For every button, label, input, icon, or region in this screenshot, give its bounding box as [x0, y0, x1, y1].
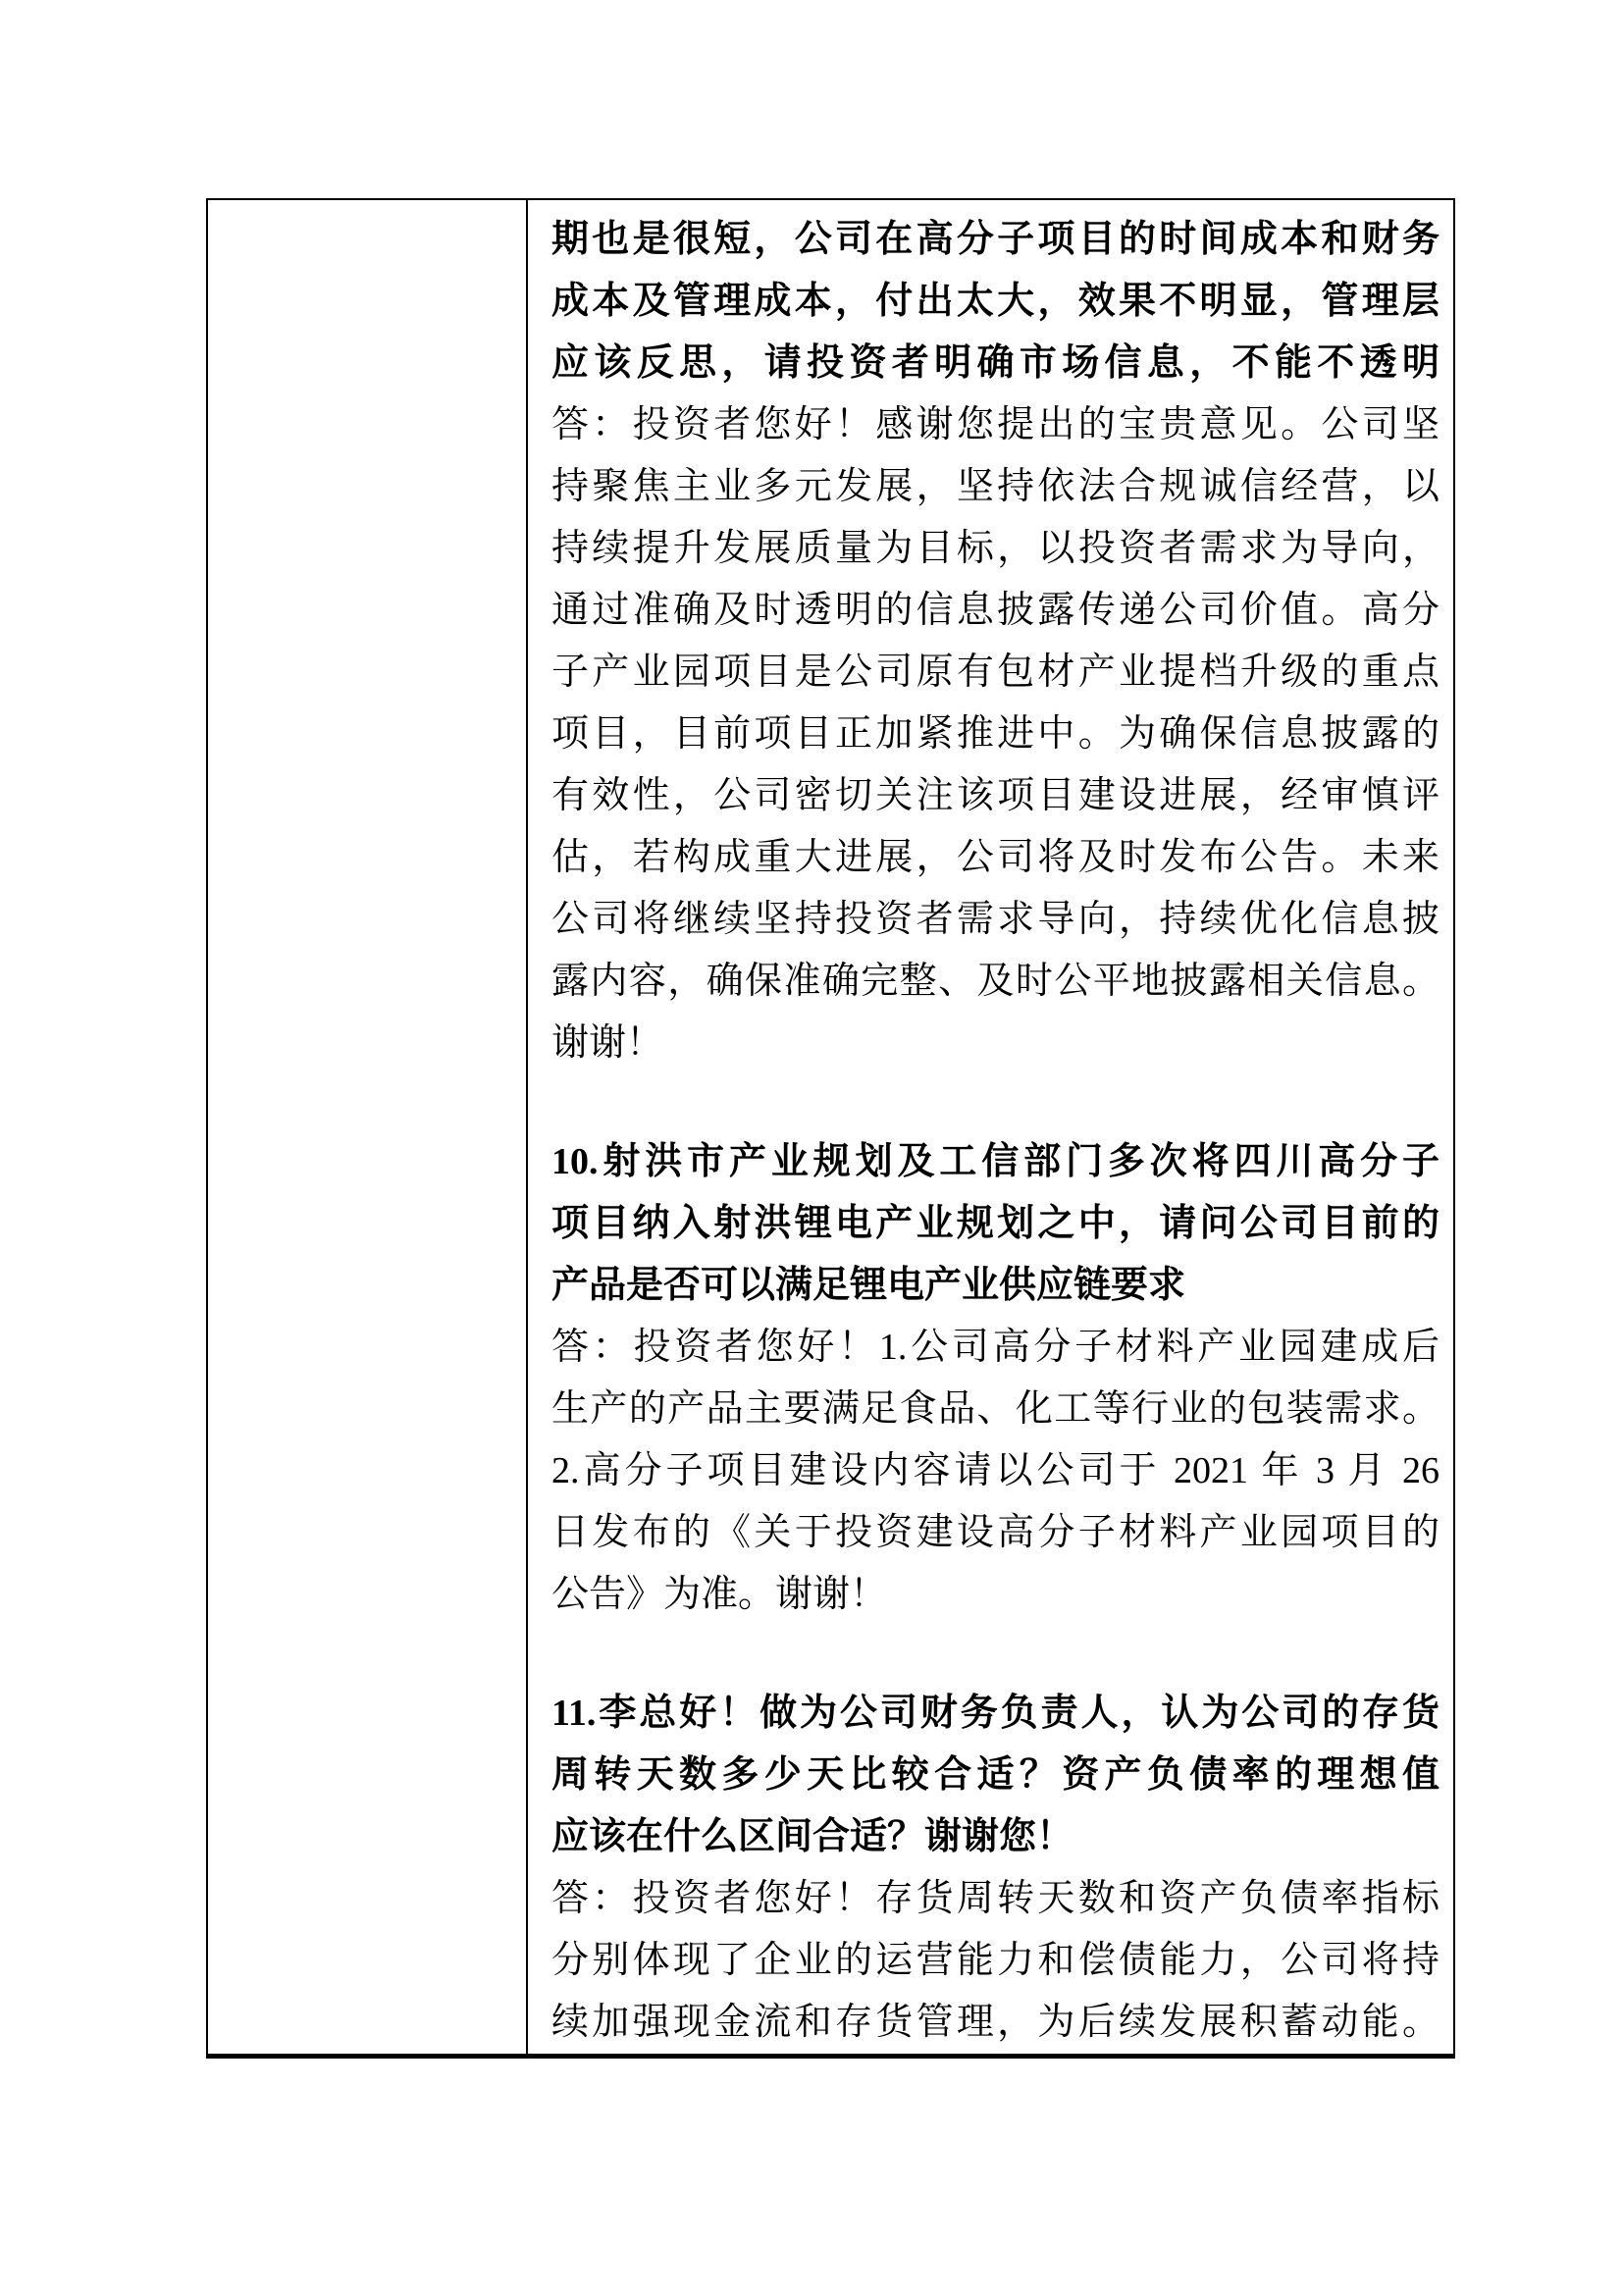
text-line: 持聚焦主业多元发展，坚持依法合规诚信经营，以: [551, 466, 1440, 507]
question-paragraph: [551, 1131, 1440, 1317]
text-line: 通过准确及时透明的信息披露传递公司价值。高分: [551, 590, 1440, 631]
text-line: 有效性，公司密切关注该项目建设进展，经审慎评: [551, 775, 1440, 816]
text-line: 成本及管理成本，付出太大，效果不明显，管理层: [551, 281, 1440, 322]
text-line: 持续提升发展质量为目标，以投资者需求为导向，: [551, 528, 1440, 569]
text-line: 10.射洪市产业规划及工信部门多次将四川高分子: [551, 1141, 1440, 1182]
text-line: 周转天数多少天比较合适？资产负债率的理想值: [551, 1754, 1440, 1796]
text-blocks-container: [551, 209, 1440, 2054]
table-cell-right: [528, 200, 1453, 2054]
text-line: 答：投资者您好！1.公司高分子材料产业园建成后: [551, 1327, 1440, 1368]
text-line: 产品是否可以满足锂电产业供应链要求: [551, 1265, 1186, 1306]
text-line: 分别体现了企业的运营能力和偿债能力，公司将持: [551, 1940, 1440, 1981]
text-line: 11.李总好！做为公司财务负责人，认为公司的存货: [551, 1693, 1440, 1734]
text-line: 谢谢！: [551, 1022, 664, 1064]
text-line: 期也是很短，公司在高分子项目的时间成本和财务: [551, 219, 1440, 260]
question-paragraph: [551, 1683, 1440, 1868]
text-line: 子产业园项目是公司原有包材产业提档升级的重点: [551, 652, 1440, 693]
question-continuation-paragraph: [551, 209, 1440, 394]
answer-paragraph: [551, 1317, 1440, 1626]
text-line: 日发布的《关于投资建设高分子材料产业园项目的: [551, 1512, 1440, 1553]
answer-paragraph: [551, 394, 1440, 1074]
text-line: 生产的产品主要满足食品、化工等行业的包装需求。: [551, 1388, 1440, 1430]
table-cell-left: [208, 200, 528, 2054]
text-line: 应该在什么区间合适？谢谢您！: [551, 1816, 1074, 1857]
text-line: 续加强现金流和存货管理，为后续发展积蓄动能。: [551, 2002, 1440, 2043]
text-line: 公司将继续坚持投资者需求导向，持续优化信息披: [551, 899, 1440, 940]
paragraph-spacer: [551, 1074, 1440, 1131]
text-line: 答：投资者您好！存货周转天数和资产负债率指标: [551, 1878, 1440, 1919]
text-line: 2.高分子项目建设内容请以公司于 2021 年 3 月 26: [551, 1450, 1440, 1491]
qa-table: [206, 198, 1455, 2059]
answer-paragraph: [551, 1868, 1440, 2054]
paragraph-spacer: [551, 1626, 1440, 1683]
text-line: 项目，目前项目正加紧推进中。为确保信息披露的: [551, 713, 1440, 755]
text-line: 答：投资者您好！感谢您提出的宝贵意见。公司坚: [551, 404, 1440, 445]
text-line: 露内容，确保准确完整、及时公平地披露相关信息。: [551, 961, 1440, 1002]
text-line: 估，若构成重大进展，公司将及时发布公告。未来: [551, 837, 1440, 878]
text-line: 项目纳入射洪锂电产业规划之中，请问公司目前的: [551, 1203, 1440, 1244]
text-line: 应该反思，请投资者明确市场信息，不能不透明: [551, 342, 1440, 384]
text-line: 公告》为准。谢谢！: [551, 1574, 888, 1615]
